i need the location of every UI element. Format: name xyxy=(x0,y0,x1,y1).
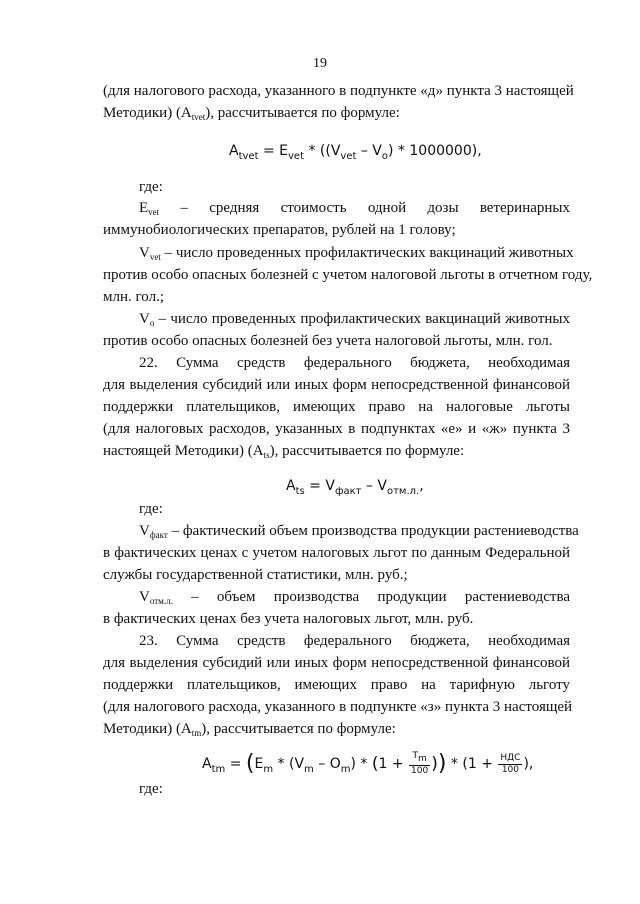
text-line: для выделения субсидий или иных форм непосредственной финансовой xyxy=(103,655,570,671)
definition-line: $V_o$ – число проведенных профилактических вакцинаций животных xyxy=(139,311,570,328)
text-line: (для налогового расхода, указанного в подпункте «д» пункта 3 настоящей xyxy=(103,83,574,99)
formula-atvet: $A_{tvet} = E_{vet} * ((V_{vet} - V_o) * 1000000)$, xyxy=(229,143,482,162)
definition-line: $E_{vet}$ – средняя стоимость одной дозы ветеринарных xyxy=(139,200,570,217)
text-line: поддержки плательщиков, имеющих право на тарифную льготу xyxy=(103,677,570,693)
formula-atm: $A_{tm} = (E_m * (V_m - O_m) * (1$ + $\frac{T_m}{100}$ )) * (1 + $\frac{\text{НДС}}{100}$ ), xyxy=(202,751,534,776)
definition-line: $V_{vet}$ – число проведенных профилактических вакцинаций животных xyxy=(139,245,574,262)
fraction-nds: $\frac{\text{НДС}}{100}$ xyxy=(500,752,521,775)
paragraph-start: 22. Сумма средств федерального бюджета, необходимая xyxy=(139,355,570,371)
paragraph-start: 23. Сумма средств федерального бюджета, необходимая xyxy=(139,633,570,649)
text-line: (для налоговых расходов, указанных в подпунктах «е» и «ж» пункта 3 xyxy=(103,421,570,437)
definition-line: $V_{факт}$ – фактический объем производства продукции растениеводства xyxy=(139,523,579,540)
fraction-tm: $\frac{T_m}{100}$ xyxy=(411,751,429,776)
text-line: поддержки плательщиков, имеющих право на налоговые льготы xyxy=(103,399,570,415)
text-line: млн. гол.; xyxy=(103,289,164,305)
text-line: в фактических ценах с учетом налоговых льгот по данным Федеральной xyxy=(103,545,570,561)
text-line: (для налогового расхода, указанного в подпункте «з» пункта 3 настоящей xyxy=(103,699,573,715)
text-line: Методики) $(A_{tvet})$, рассчитывается по формуле: xyxy=(103,105,400,122)
definition-line: $V_{отм.л.}$ – объем производства продукции растениеводства xyxy=(139,589,571,606)
text-line: против особо опасных болезней с учетом налоговой льготы в отчетном году, xyxy=(103,267,593,283)
formula-ats: $A_{ts} = V_{факт} - V_{отм.л.}$, xyxy=(286,478,424,497)
gde-label: где: xyxy=(139,501,163,517)
gde-label: где: xyxy=(139,781,163,797)
page-number: 19 xyxy=(313,56,327,71)
text-line: для выделения субсидий или иных форм непосредственной финансовой xyxy=(103,377,570,393)
text-line: Методики) $(A_{tm})$, рассчитывается по формуле: xyxy=(103,721,396,738)
text-line: настоящей Методики) $(A_{ts})$, рассчитывается по формуле: xyxy=(103,443,465,460)
text-line: в фактических ценах без учета налоговых льгот, млн. руб. xyxy=(103,611,474,627)
gde-label: где: xyxy=(139,179,163,195)
text-line: службы государственной статистики, млн. руб.; xyxy=(103,567,408,583)
text-line: иммунобиологических препаратов, рублей на 1 голову; xyxy=(103,222,456,238)
text-line: против особо опасных болезней без учета налоговой льготы, млн. гол. xyxy=(103,333,553,349)
